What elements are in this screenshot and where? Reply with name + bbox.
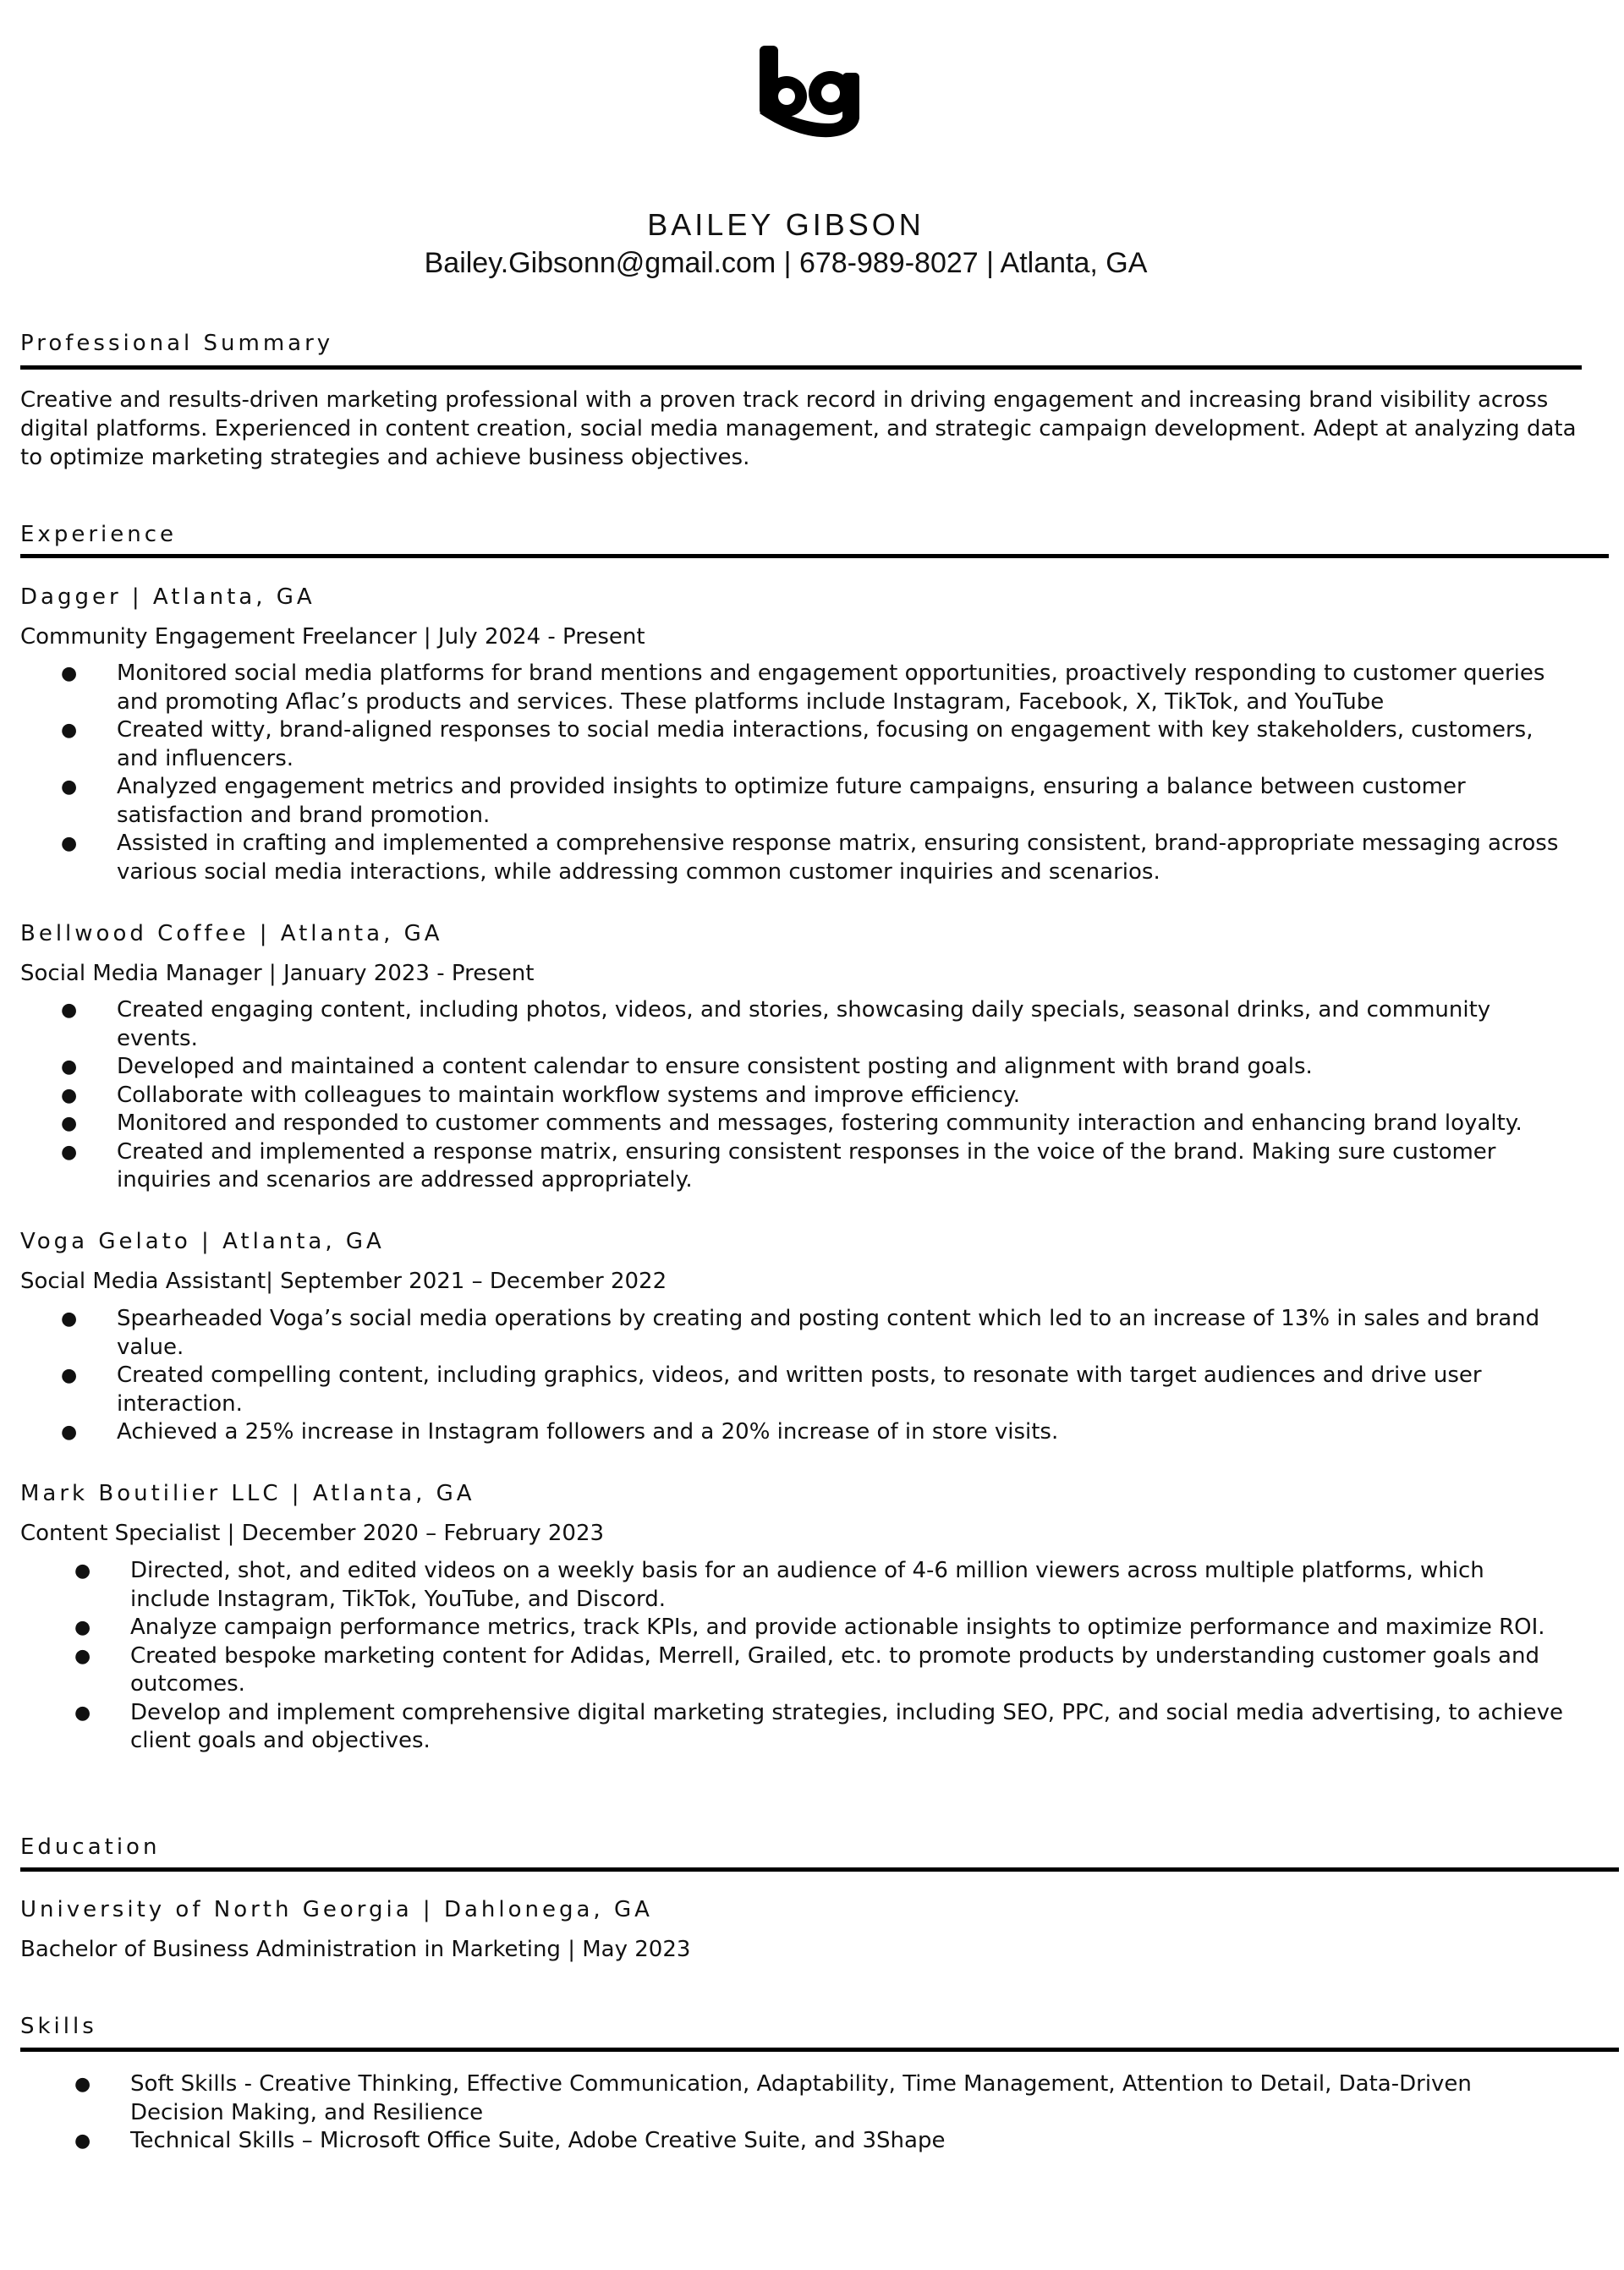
bullet-icon: ● xyxy=(74,1702,91,1724)
section-divider xyxy=(20,365,1582,370)
list-item: ● Analyzed engagement metrics and provided insights to optimize future campaigns, ensuring a balance between customer satisfaction and brand promotion. xyxy=(61,774,1466,828)
job-company: Voga Gelato | Atlanta, GA xyxy=(20,1229,385,1254)
job-role: Content Specialist | December 2020 – February 2023 xyxy=(20,1521,605,1546)
list-item: ● Created engaging content, including photos, videos, and stories, showcasing daily specials, seasonal drinks, and community events. xyxy=(61,997,1491,1051)
list-item: ● Created compelling content, including graphics, videos, and written posts, to resonate with target audiences and drive user interaction. xyxy=(61,1363,1482,1417)
bullet-icon: ● xyxy=(61,1113,78,1134)
list-item: ● Analyze campaign performance metrics, track KPIs, and provide actionable insights to optimize performance and maximize ROI. xyxy=(130,1614,1565,1642)
list-item: ● Created witty, brand-aligned responses to social media interactions, focusing on engagement with key stakeholders, customers, and influencers. xyxy=(61,717,1533,771)
section-title-summary: Professional Summary xyxy=(20,331,334,356)
list-item: ● Directed, shot, and edited videos on a weekly basis for an audience of 4-6 million viewers across multiple platforms, which include Instagram, TikTok, YouTube, and Discord. xyxy=(74,1558,1484,1612)
contact-line: Bailey.Gibsonn@gmail.com | 678-989-8027 | Atlanta, GA xyxy=(424,247,1148,279)
bullet-icon: ● xyxy=(74,1617,91,1638)
job-bullets xyxy=(61,1305,1563,1447)
section-divider xyxy=(20,2048,1619,2052)
list-item: ● Created bespoke marketing content for Adidas, Merrell, Grailed, etc. to promote products by understanding customer goals and outcomes. xyxy=(74,1642,1539,1697)
list-item: ● Collaborate with colleagues to maintain workflow systems and improve efficiency. xyxy=(117,1082,1563,1110)
list-item: ● Develop and implement comprehensive digital marketing strategies, including SEO, PPC, and social media advertising, to achieve client goals and objectives. xyxy=(74,1699,1564,1753)
bullet-icon: ● xyxy=(61,1084,78,1106)
job-role: Community Engagement Freelancer | July 2024 - Present xyxy=(20,624,645,650)
job-role: Social Media Manager | January 2023 - Present xyxy=(20,961,535,986)
bullet-icon: ● xyxy=(74,1560,91,1582)
job-role: Social Media Assistant| September 2021 – December 2022 xyxy=(20,1269,667,1294)
bullet-icon: ● xyxy=(61,663,78,684)
bullet-icon: ● xyxy=(74,1645,91,1667)
education-school: University of North Georgia | Dahlonega, GA xyxy=(20,1897,653,1922)
summary-text: Creative and results-driven marketing professional with a proven track record in driving engagement and increasing brand visibility across digital platforms. Experienced in content creation, social media management, and strategic campaign development. Adept at analyzing data to optimize marketing strategies and achieve business objectives. xyxy=(20,387,1577,470)
list-item: ● Technical Skills – Microsoft Office Suite, Adobe Creative Suite, and 3Shape xyxy=(130,2127,1565,2156)
list-item: ● Monitored and responded to customer comments and messages, fostering community interaction and enhancing brand loyalty. xyxy=(117,1110,1563,1138)
skills-bullets xyxy=(74,2070,1565,2156)
list-item: ● Created and implemented a response matrix, ensuring consistent responses in the voice of the brand. Making sure customer inquiries and scenarios are addressed appropriately. xyxy=(61,1138,1496,1193)
bullet-icon: ● xyxy=(61,1422,78,1443)
bullet-icon: ● xyxy=(61,1000,78,1021)
candidate-name: BAILEY GIBSON xyxy=(647,207,924,242)
bullet-icon: ● xyxy=(61,1056,78,1077)
list-item: ● Developed and maintained a content calendar to ensure consistent posting and alignment with brand goals. xyxy=(117,1053,1563,1082)
section-divider xyxy=(20,554,1609,558)
list-item: ● Achieved a 25% increase in Instagram followers and a 20% increase of in store visits. xyxy=(117,1418,1563,1447)
bullet-icon: ● xyxy=(61,1365,78,1386)
bullet-icon: ● xyxy=(61,833,78,854)
section-title-skills: Skills xyxy=(20,2014,97,2039)
section-title-experience: Experience xyxy=(20,522,177,547)
bullet-icon: ● xyxy=(61,1308,78,1330)
bullet-icon: ● xyxy=(61,776,78,798)
job-bullets xyxy=(61,660,1563,886)
section-divider xyxy=(20,1867,1619,1872)
bullet-icon: ● xyxy=(61,1141,78,1163)
education-degree: Bachelor of Business Administration in Marketing | May 2023 xyxy=(20,1937,691,1962)
list-item: ● Assisted in crafting and implemented a comprehensive response matrix, ensuring consistent, brand-appropriate messaging across various social media interactions, while addressing common customer inquiries and scenarios. xyxy=(61,831,1559,885)
job-bullets xyxy=(61,996,1563,1195)
job-company: Bellwood Coffee | Atlanta, GA xyxy=(20,921,443,946)
list-item: ● Soft Skills - Creative Thinking, Effective Communication, Adaptability, Time Management, Attention to Detail, Data-Driven Decision Making, and Resilience xyxy=(74,2071,1472,2125)
list-item: ● Spearheaded Voga’s social media operations by creating and posting content which led to an increase of 13% in sales and brand value. xyxy=(61,1306,1540,1360)
bullet-icon: ● xyxy=(74,2130,91,2152)
job-company: Mark Boutilier LLC | Atlanta, GA xyxy=(20,1481,475,1506)
bullet-icon: ● xyxy=(74,2074,91,2095)
section-title-education: Education xyxy=(20,1834,161,1860)
bg-logo xyxy=(754,42,864,142)
list-item: ● Monitored social media platforms for brand mentions and engagement opportunities, proactively responding to customer queries and promoting Aflac’s products and services. These platforms include Instagram, Facebook, X, TikTok, and YouTube xyxy=(61,661,1545,715)
job-company: Dagger | Atlanta, GA xyxy=(20,584,315,610)
job-bullets xyxy=(74,1557,1565,1756)
bullet-icon: ● xyxy=(61,720,78,741)
